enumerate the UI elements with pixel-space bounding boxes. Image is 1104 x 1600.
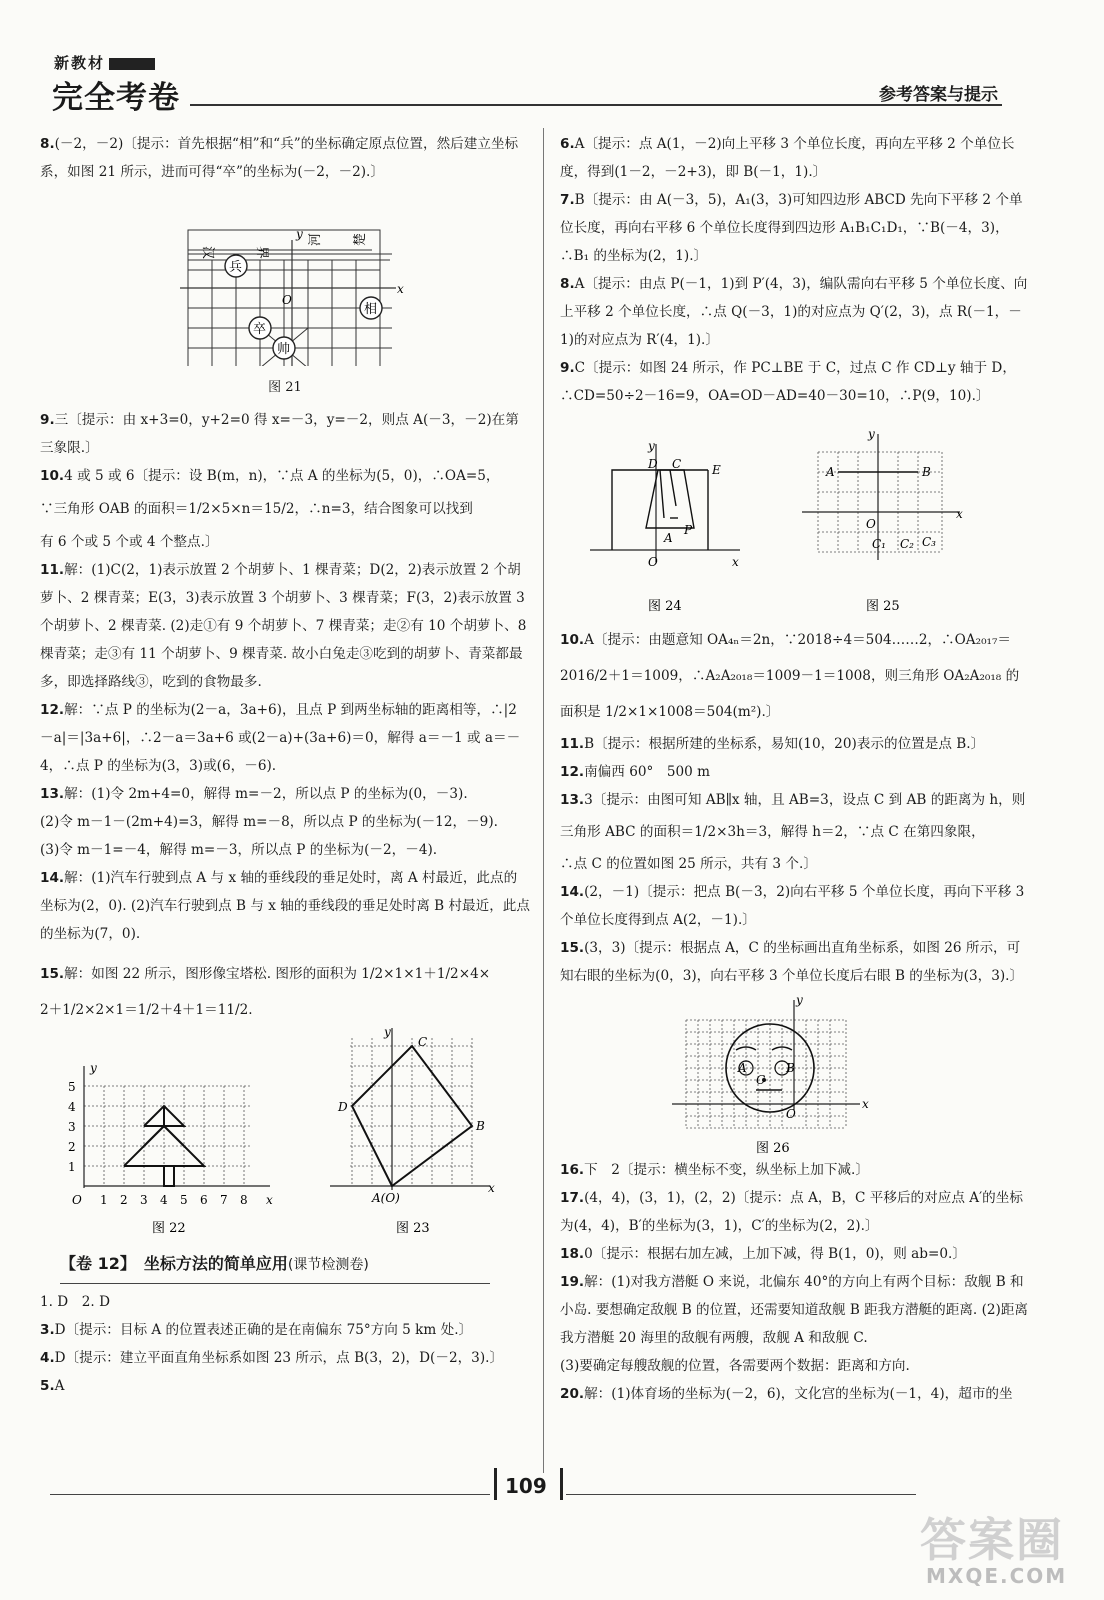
fig22-ytick: 5 bbox=[68, 1080, 76, 1094]
answer-r7: 7.B〔提示：由 A(－3，5)，A₁(3，3)可知四边形 ABCD 先向下平移 2 个单位长度，再向右平移 6 个单位长度得到四边形 A₁B₁C₁D₁，∵B(－4，3)，∴B₁ 的坐标为(2，1).〕 bbox=[560, 192, 1023, 264]
fig22-axis-x: x bbox=[266, 1193, 273, 1207]
figure-24-25-svg bbox=[560, 410, 1032, 622]
answer-s3: 3.D〔提示：目标 A 的位置表述正确的是在南偏东 75°方向 5 km 处.〕 bbox=[40, 1322, 473, 1338]
figure-22-23-svg bbox=[40, 1028, 530, 1238]
answer-r17: 17.(4，4)，(3，1)，(2，2)〔提示：点 A，B，C 平移后的对应点 A′的坐标为(4，4)，B′的坐标为(3，1)，C′的坐标为(2，2).〕 bbox=[560, 1190, 1023, 1234]
fig25-point-c1: C₁ bbox=[872, 537, 886, 551]
answer-r14: 14.(2，－1)〔提示：把点 B(－3，2)向右平移 5 个单位长度，再向下平移 3 个单位长度得到点 A(2，－1).〕 bbox=[560, 884, 1025, 928]
fig22-ytick: 4 bbox=[68, 1100, 76, 1114]
figure-25 bbox=[802, 427, 963, 614]
fig24-point-p: P bbox=[684, 523, 693, 537]
answer-r6: 6.A〔提示：点 A(1，－2)向上平移 3 个单位长度，再向左平移 2 个单位长度，得到(1－2，－2+3)，即 B(－1，1).〕 bbox=[560, 136, 1015, 180]
fig26-origin: O bbox=[786, 1107, 796, 1121]
fig22-ytick: 3 bbox=[68, 1120, 76, 1134]
fig22-ytick: 1 bbox=[68, 1160, 76, 1174]
figures-22-23 bbox=[40, 1028, 530, 1238]
chess-grid-diagram bbox=[40, 186, 530, 366]
fig25-axis-y: y bbox=[868, 427, 875, 441]
figure-21-caption: 图 21 bbox=[268, 380, 302, 395]
fig22-xtick: 8 bbox=[240, 1193, 248, 1207]
brand-small: 新教材 bbox=[54, 52, 155, 73]
fig22-ytick: 2 bbox=[68, 1140, 76, 1154]
figure-23-caption: 图 23 bbox=[396, 1221, 430, 1236]
fig23-point-a: A(O) bbox=[372, 1191, 400, 1205]
figure-22 bbox=[68, 1061, 273, 1236]
fig24-point-e: E bbox=[712, 463, 721, 477]
fig22-xtick: 5 bbox=[180, 1193, 188, 1207]
fig21-label-chu: 楚 bbox=[353, 232, 368, 246]
watermark bbox=[920, 1500, 1092, 1596]
fig21-piece-xiang: 相 bbox=[364, 302, 378, 317]
fig22-xtick: 3 bbox=[140, 1193, 148, 1207]
answer-12: 12.解：∵点 P 的坐标为(2－a，3a+6)，且点 P 到两坐标轴的距离相等，∴|2－a|＝|3a+6|，∴2－a＝3a+6 或(2－a)+(3a+6)＝0，解得 a＝－1 或 a＝－4，∴点 P 的坐标为(3，3)或(6，－6). bbox=[40, 702, 521, 774]
answer-s5: 5.A bbox=[40, 1378, 65, 1394]
answer-r11: 11.B〔提示：根据所建的坐标系，易知(10，20)表示的位置是点 B.〕 bbox=[560, 736, 985, 752]
answer-10: 10.4 或 5 或 6〔提示：设 B(m，n)，∵点 A 的坐标为(5，0)，∴OA=5， ∵三角形 OAB 的面积＝1/2×5×n＝15/2，∴n=3，结合图象可以找到 有 6 个或 5 个或 4 个整点.〕 bbox=[40, 468, 500, 550]
fig23-axis-y: y bbox=[384, 1028, 391, 1039]
fig24-point-a: A bbox=[664, 531, 673, 545]
fig25-point-c3: C₃ bbox=[922, 535, 936, 549]
fig21-piece-zu: 卒 bbox=[253, 322, 267, 337]
fig26-axis-x: x bbox=[862, 1097, 869, 1111]
fig24-axis-y: y bbox=[648, 439, 655, 453]
fig26-axis-y: y bbox=[796, 993, 803, 1007]
fig26-point-a: A bbox=[738, 1061, 747, 1075]
fig24-point-c: C bbox=[672, 457, 682, 471]
fig25-point-a: A bbox=[826, 465, 835, 479]
answer-r10: 10.A〔提示：由题意知 OA₄ₙ＝2n，∵2018÷4＝504……2，∴OA₂₀₁₇＝ 2016/2＋1＝1009，∴A₂A₂₀₁₈＝1009－1＝1008，则三角形 OA₂A₂₀₁₈ 的 面积是 1/2×1×1008＝504(m²).〕 bbox=[560, 632, 1020, 720]
fig25-point-c2: C₂ bbox=[900, 537, 914, 551]
answer-s4: 4.D〔提示：建立平面直角坐标系如图 23 所示，点 B(3，2)，D(－2，3).〕 bbox=[40, 1350, 504, 1366]
answer-9: 9.三〔提示：由 x+3=0，y+2=0 得 x=－3，y=－2，则点 A(－3，－2)在第三象限.〕 bbox=[40, 412, 519, 456]
fig22-axis-y: y bbox=[90, 1061, 97, 1075]
answer-s1-2: 1. D 2. D bbox=[40, 1294, 110, 1310]
right-column bbox=[560, 130, 1032, 1408]
watermark-logo: 答案圈 bbox=[920, 1513, 1064, 1567]
fig22-origin: O bbox=[72, 1193, 82, 1207]
fig26-point-b: B bbox=[786, 1061, 795, 1075]
left-column bbox=[40, 130, 530, 1400]
fig25-axis-x: x bbox=[956, 507, 963, 521]
fig24-point-d: D bbox=[648, 457, 658, 471]
figure-24-caption: 图 24 bbox=[648, 599, 682, 614]
fig26-point-c: C bbox=[756, 1073, 766, 1087]
answer-14: 14.解：(1)汽车行驶到点 A 与 x 轴的垂线段的垂足处时，离 A 村最近，此点的坐标为(2，0). (2)汽车行驶到点 B 与 x 轴的垂线段的垂足处时离 B 村最近，此点的坐标为(7，0). bbox=[40, 870, 530, 942]
fig21-label-he: 河 bbox=[308, 232, 323, 246]
answer-r12: 12.南偏西 60° 500 m bbox=[560, 764, 711, 780]
answer-r16: 16.下 2〔提示：横坐标不变，纵坐标上加下减.〕 bbox=[560, 1162, 869, 1178]
figure-24 bbox=[590, 439, 740, 614]
figures-24-25 bbox=[560, 410, 1032, 622]
figure-22-caption: 图 22 bbox=[152, 1221, 186, 1236]
fig25-point-b: B bbox=[922, 465, 931, 479]
answer-11: 11.解：(1)C(2，1)表示放置 2 个胡萝卜、1 棵青菜；D(2，2)表示放置 2 个胡萝卜、2 棵青菜；E(3，3)表示放置 3 个胡萝卜、3 棵青菜；F(3，2)表示放置 3 个胡萝卜、2 棵青菜. (2)走①有 9 个胡萝卜、7 棵青菜；走②有 10 个胡萝卜、8 棵青菜；走③有 11 个胡萝卜、9 棵青菜. 故小白兔走③吃到的胡萝卜、青菜都最多，即选择路线③，吃到的食物最多. bbox=[40, 562, 527, 690]
fig21-piece-shuai: 帅 bbox=[277, 342, 291, 357]
fig23-point-c: C bbox=[418, 1035, 428, 1049]
fig21-label-jie: 界 bbox=[254, 246, 269, 260]
fig22-xtick: 4 bbox=[160, 1193, 168, 1207]
answer-r18: 18.0〔提示：根据右加左减，上加下减，得 B(1，0)，则 ab=0.〕 bbox=[560, 1246, 966, 1262]
fig25-origin: O bbox=[866, 517, 876, 531]
answer-r15: 15.(3，3)〔提示：根据点 A，C 的坐标画出直角坐标系，如图 26 所示，可知右眼的坐标为(0，3)，向右平移 3 个单位长度后右眼 B 的坐标为(3，3).〕 bbox=[560, 940, 1024, 984]
fig21-axis-y: y bbox=[296, 227, 303, 241]
fig23-axis-x: x bbox=[488, 1181, 495, 1195]
answer-8: 8.(－2，－2)〔提示：首先根据“相”和“兵”的坐标确定原点位置，然后建立坐标系，如图 21 所示，进而可得“卒”的坐标为(－2，－2).〕 bbox=[40, 136, 519, 180]
answer-r9: 9.C〔提示：如图 24 所示，作 PC⊥BE 于 C，过点 C 作 CD⊥y 轴于 D，∴CD=50÷2－16=9，OA=OD－AD=40－30=10，∴P(9，10).〕 bbox=[560, 360, 1016, 404]
footer-bar-right bbox=[560, 1468, 563, 1500]
fig21-origin: O bbox=[282, 293, 292, 307]
column-divider bbox=[543, 128, 544, 1473]
fig21-piece-bing: 兵 bbox=[229, 260, 243, 275]
answer-r20: 20.解：(1)体育场的坐标为(－2，6)，文化宫的坐标为(－1，4)，超市的坐 bbox=[560, 1386, 1013, 1402]
footer-rule-left bbox=[50, 1494, 490, 1495]
figure-26-svg bbox=[560, 990, 1032, 1156]
fig22-xtick: 7 bbox=[220, 1193, 228, 1207]
figure-23 bbox=[330, 1028, 495, 1236]
figure-26 bbox=[560, 990, 1032, 1156]
answer-15: 15.解：如图 22 所示，图形像宝塔松. 图形的面积为 1/2×1×1＋1/2×4× 2＋1/2×2×1＝1/2＋4＋1＝11/2. bbox=[40, 966, 491, 1018]
fig22-xtick: 6 bbox=[200, 1193, 208, 1207]
footer-rule-right bbox=[566, 1494, 916, 1495]
page-number: 109 bbox=[505, 1474, 547, 1498]
fig23-point-b: B bbox=[476, 1119, 485, 1133]
footer-bar-left bbox=[494, 1468, 497, 1500]
answer-r8: 8.A〔提示：由点 P(－1，1)到 P′(4，3)，编队需向右平移 5 个单位长度、向上平移 2 个单位长度，∴点 Q(－3，1)的对应点为 Q′(2，3)，点 R(－1，－1)的对应点为 R′(4，1).〕 bbox=[560, 276, 1028, 348]
answer-r13: 13.3〔提示：由图可知 AB∥x 轴，且 AB=3，设点 C 到 AB 的距离为 h，则 三角形 ABC 的面积＝1/2×3h＝3，解得 h＝2，∵点 C 在第四象限， ∴点 C 的位置如图 25 所示，共有 3 个.〕 bbox=[560, 792, 1026, 872]
fig22-xtick: 1 bbox=[100, 1193, 108, 1207]
fig21-axis-x: x bbox=[397, 282, 404, 296]
figure-25-caption: 图 25 bbox=[866, 599, 900, 614]
fig24-origin: O bbox=[648, 555, 658, 569]
figure-21 bbox=[40, 186, 530, 370]
watermark-url: MXQE.COM bbox=[926, 1564, 1068, 1588]
figure-26-caption: 图 26 bbox=[756, 1141, 790, 1156]
fig21-label-han: 汉 bbox=[200, 246, 215, 260]
fig24-axis-x: x bbox=[732, 555, 739, 569]
answer-r19: 19.解：(1)对我方潜艇 O 来说，北偏东 40°的方向上有两个目标：敌舰 B 和小岛. 要想确定敌舰 B 的位置，还需要知道敌舰 B 距我方潜艇的距离. (2)距离我方潜艇 20 海里的敌舰有两艘，敌舰 A 和敌舰 C. (3)要确定每艘敌舰的位置，各需要两个数据：距离和方向. bbox=[560, 1274, 1029, 1374]
fig22-xtick: 2 bbox=[120, 1193, 128, 1207]
header-title: 参考答案与提示 bbox=[879, 85, 998, 105]
brand-logo: 完全考卷 bbox=[52, 80, 180, 116]
answer-13: 13.解：(1)令 2m+4=0，解得 m=－2，所以点 P 的坐标为(0，－3). (2)令 m－1－(2m+4)=3，解得 m=－8，所以点 P 的坐标为(－12，－9). (3)令 m－1=－4，解得 m=－3，所以点 P 的坐标为(－2，－4). bbox=[40, 786, 498, 858]
section-title: 【卷 12】 坐标方法的简单应用(课节检测卷) bbox=[60, 1254, 369, 1273]
fig23-point-d: D bbox=[338, 1100, 348, 1114]
